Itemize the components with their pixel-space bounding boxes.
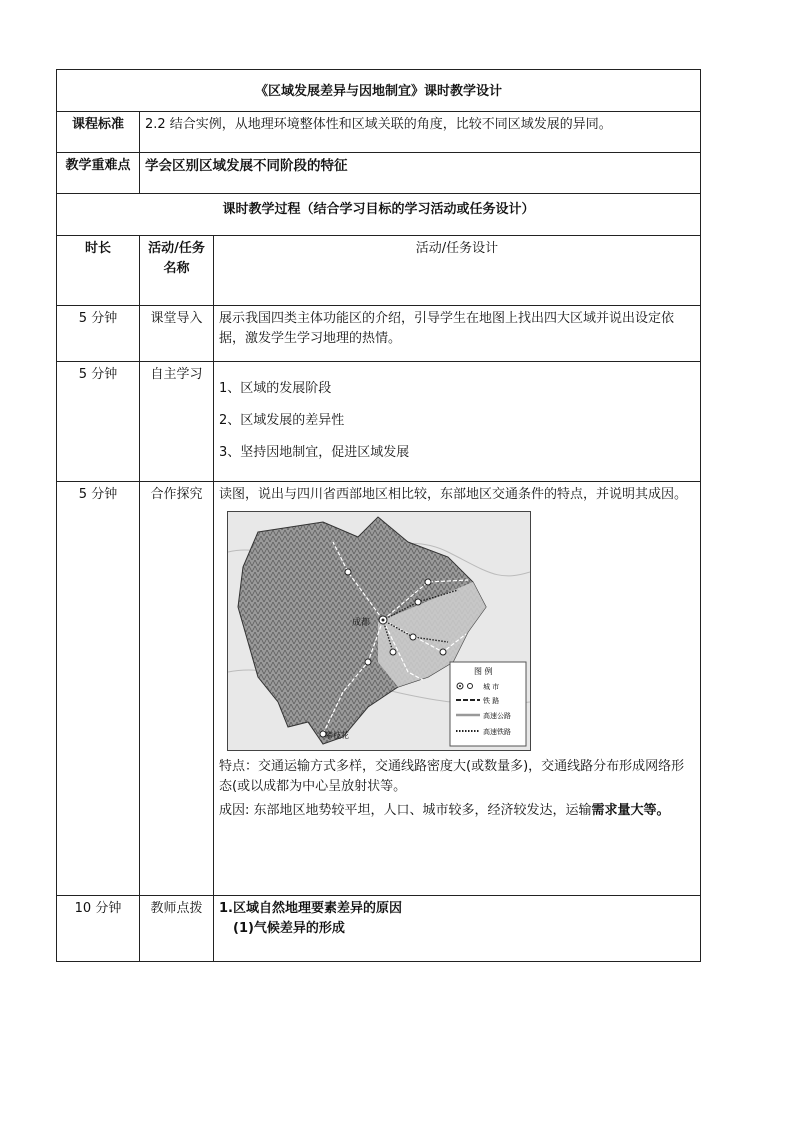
title-row: [57, 70, 701, 112]
keypoint-text: 学会区别区域发展不同阶段的特征: [140, 153, 701, 194]
activity-row: [57, 482, 701, 896]
activity-time: 5 分钟: [57, 306, 140, 362]
sichuan-transport-map: [227, 511, 531, 751]
lesson-plan-table: [56, 69, 701, 962]
legend-city: 城 市: [483, 683, 500, 691]
activity-time: 5 分钟: [57, 362, 140, 482]
feature-text: 特点：交通运输方式多样，交通线路密度大(或数量多)，交通线路分布形成网络形态(或以成都为中心呈放射状等。: [219, 759, 685, 794]
standard-text: 2.2 结合实例，从地理环境整体性和区域关联的角度，比较不同区域发展的异同。: [140, 112, 701, 153]
col-name-header: 活动/任务名称: [140, 236, 214, 306]
activity-row: [57, 896, 701, 962]
map-legend: [450, 662, 526, 746]
explanation-heading: 1.区域自然地理要素差异的原因: [219, 901, 402, 916]
activity-name: 课堂导入: [140, 306, 214, 362]
activity-name: 教师点拨: [140, 896, 214, 962]
question-text: 读图，说出与四川省西部地区相比较，东部地区交通条件的特点，并说明其成因。: [219, 487, 688, 502]
standard-label: 课程标准: [57, 112, 140, 153]
activity-name: 自主学习: [140, 362, 214, 482]
col-design-header: 活动/任务设计: [214, 236, 701, 306]
explanation-subheading: (1)气候差异的形成: [233, 921, 345, 936]
activity-row: [57, 362, 701, 482]
column-header-row: [57, 236, 701, 306]
city-label-panzhihua: 攀枝花: [325, 731, 349, 740]
keypoint-label: 教学重难点: [57, 153, 140, 194]
document-title: 《区域发展差异与因地制宜》课时教学设计: [254, 84, 502, 99]
list-item: 3、坚持因地制宜，促进区域发展: [219, 445, 410, 460]
process-header: 课时教学过程（结合学习目标的学习活动或任务设计）: [57, 194, 701, 236]
list-item: 1、区域的发展阶段: [219, 381, 332, 396]
legend-highway: 高速公路: [483, 712, 511, 720]
activity-name: 合作探究: [140, 482, 214, 896]
cause-text: [219, 801, 695, 821]
list-item: 2、区域发展的差异性: [219, 413, 345, 428]
legend-title: 图 例: [474, 667, 493, 676]
col-time-header: 时长: [57, 236, 140, 306]
legend-rail: 铁 路: [483, 697, 500, 705]
activity-content: [214, 896, 701, 962]
standard-row: [57, 112, 701, 153]
process-header-row: [57, 194, 701, 236]
cause-bold: 需求量大等。: [591, 803, 670, 818]
activity-time: 5 分钟: [57, 482, 140, 896]
activity-content: [214, 482, 701, 896]
keypoint-row: [57, 153, 701, 194]
activity-text: 展示我国四类主体功能区的介绍，引导学生在地图上找出四大区域并说出设定依据，激发学生学习地理的热情。: [214, 306, 701, 362]
activity-time: 10 分钟: [57, 896, 140, 962]
activity-content: [214, 362, 701, 482]
cause-prefix: 成因: 东部地区地势较平坦，人口、城市较多，经济较发达，运输: [219, 803, 592, 818]
legend-hsr: 高速铁路: [483, 728, 511, 736]
city-label-chengdu: 成都: [352, 618, 371, 628]
activity-row: [57, 306, 701, 362]
